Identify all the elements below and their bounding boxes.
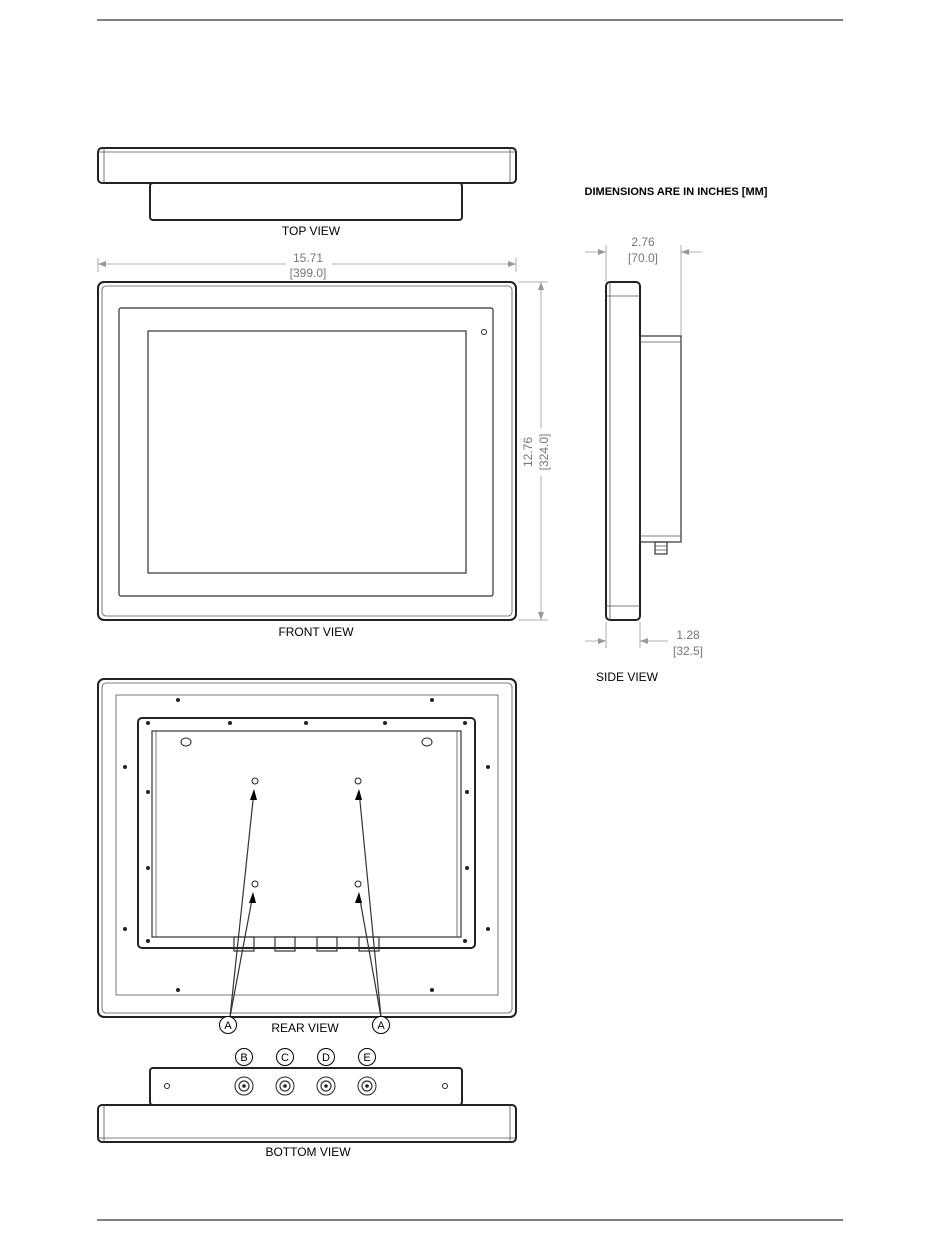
connector-d (317, 1077, 335, 1095)
width-mm: [399.0] (289, 266, 327, 280)
dimensions-note: DIMENSIONS ARE IN INCHES [MM] (584, 186, 768, 198)
callout-a-left (220, 1017, 237, 1034)
front-view-label: FRONT VIEW (278, 625, 354, 639)
callout-c (277, 1049, 294, 1066)
svg-text:A: A (377, 1020, 385, 1032)
connector-e (358, 1077, 376, 1095)
bezel-dimension-line (585, 622, 668, 648)
callout-e (359, 1049, 376, 1066)
svg-text:C: C (281, 1052, 289, 1064)
svg-text:B: B (240, 1052, 248, 1064)
side-view-label: SIDE VIEW (595, 670, 659, 684)
width-inches: 15.71 (292, 251, 324, 265)
callout-a-right (373, 1017, 390, 1034)
top-view-label: TOP VIEW (281, 224, 341, 238)
svg-text:E: E (363, 1052, 371, 1064)
front-view-drawing (98, 282, 516, 620)
callout-d (318, 1049, 335, 1066)
svg-text:A: A (224, 1020, 232, 1032)
side-view-drawing (606, 282, 681, 620)
height-inches: 12.76 (521, 436, 535, 468)
depth-inches: 2.76 (631, 235, 655, 249)
svg-text:D: D (322, 1052, 330, 1064)
callout-b (236, 1049, 253, 1066)
bezel-mm: [32.5] (672, 644, 704, 658)
rear-view-drawing (98, 679, 516, 1017)
bottom-view-label: BOTTOM VIEW (265, 1145, 351, 1159)
rear-view-label: REAR VIEW (271, 1021, 339, 1035)
bezel-inches: 1.28 (676, 628, 700, 642)
height-mm: [324.0] (537, 433, 551, 471)
depth-mm: [70.0] (627, 251, 659, 265)
connector-c (276, 1077, 294, 1095)
connector-b (235, 1077, 253, 1095)
top-view-drawing (98, 148, 516, 220)
bottom-view-drawing (98, 1068, 516, 1142)
